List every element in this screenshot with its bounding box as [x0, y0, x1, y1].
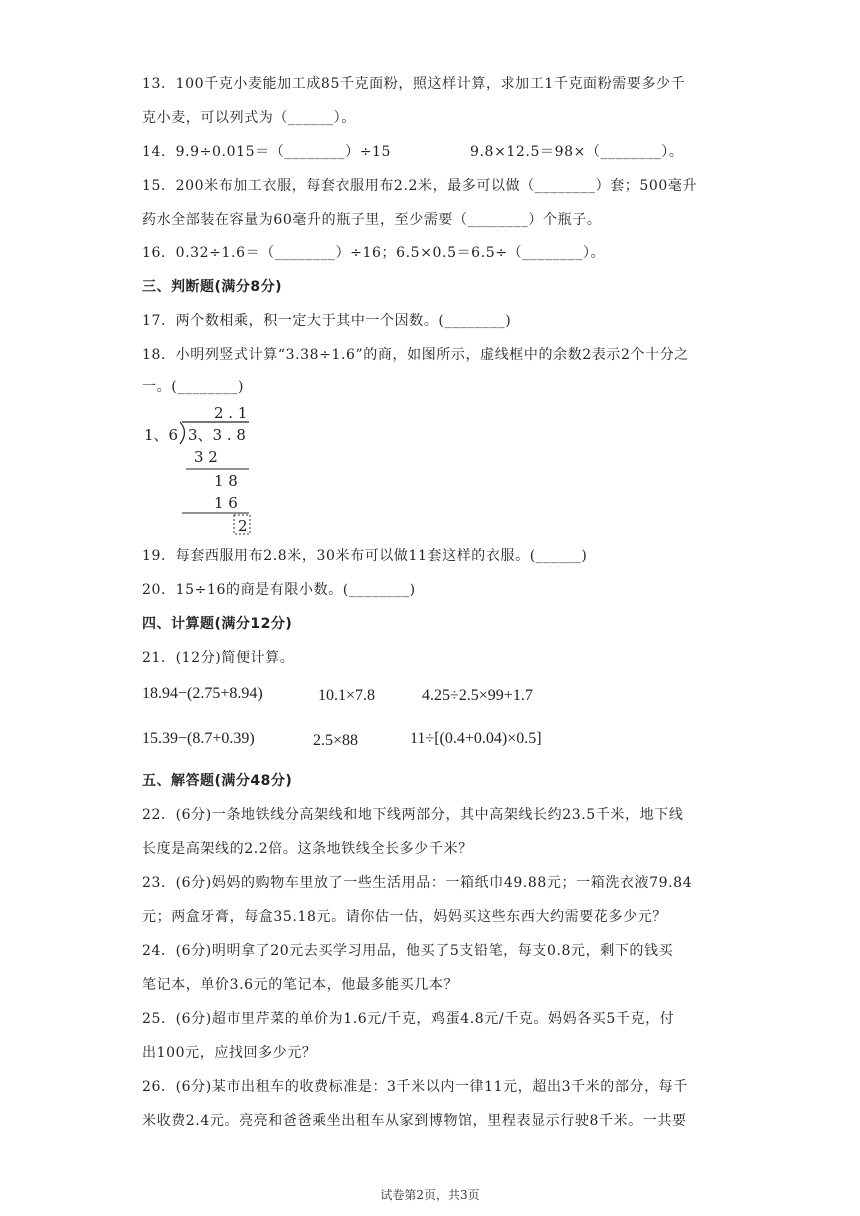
division-remainder: 2	[238, 517, 248, 535]
section-calculation-title: 四、计算题(满分12分)	[142, 616, 293, 632]
q22-line2: 长度是高架线的2.2倍。这条地铁线全长多少千米？	[142, 841, 473, 857]
q13-line2: 克小麦，可以列式为（______）。	[142, 110, 356, 126]
calc-expression-3: 4.25÷2.5×99+1.7	[422, 687, 533, 704]
division-step1: 3 2	[194, 448, 218, 466]
q23-line2: 元；两盒牙膏，每盒35.18元。请你估一估，妈妈买这些东西大约需要花多少元？	[142, 909, 667, 925]
calc-expression-5: 2.5×88	[313, 732, 359, 749]
division-divisor: 1、6	[144, 426, 179, 444]
page-footer: 试卷第2页，共3页	[380, 1188, 480, 1202]
q14-part2: 9.8×12.5＝98×（________）。	[470, 144, 684, 160]
q20-line: 20．15÷16的商是有限小数。(________)	[142, 582, 416, 598]
calc-expression-2: 10.1×7.8	[318, 687, 376, 704]
q16-line: 16．0.32÷1.6＝（________）÷16；6.5×0.5＝6.5÷（________）。	[142, 245, 606, 261]
division-bracket	[180, 422, 185, 444]
q19-line: 19．每套西服用布2.8米，30米布可以做11套这样的衣服。(______)	[142, 548, 588, 564]
q22-line1: 22．(6分)一条地铁线分高架线和地下线两部分，其中高架线长约23.5千米，地下线	[142, 807, 684, 823]
calc-expression-4: 15.39−(8.7+0.39)	[142, 730, 255, 747]
q24-line1: 24．(6分)明明拿了20元去买学习用品，他买了5支铅笔，每支0.8元，剩下的钱买	[142, 943, 674, 959]
q25-line1: 25．(6分)超市里芹菜的单价为1.6元/千克，鸡蛋4.8元/千克。妈妈各买5千克，付	[142, 1011, 675, 1027]
q21-line: 21．(12分)简便计算。	[142, 650, 295, 666]
q24-line2: 笔记本，单价3.6元的笔记本，他最多能买几本？	[142, 977, 459, 993]
q25-line2: 出100元，应找回多少元？	[142, 1045, 317, 1061]
q14-part1: 14．9.9÷0.015＝（________）÷15	[142, 144, 392, 160]
division-quotient: 2 . 1	[214, 404, 248, 422]
q17-line: 17．两个数相乘，积一定大于其中一个因数。(________)	[142, 313, 512, 329]
q26-line2: 米收费2.4元。亮亮和爸爸乘坐出租车从家到博物馆，里程表显示行驶8千米。一共要	[142, 1113, 687, 1129]
q18-line2: 一。(________)	[142, 379, 245, 395]
division-step2: 1 8	[214, 472, 238, 490]
q18-line1: 18．小明列竖式计算“3.38÷1.6”的商，如图所示，虚线框中的余数2表示2个十分之	[142, 347, 689, 363]
calc-expression-1: 18.94−(2.75+8.94)	[142, 685, 263, 702]
q15-line1: 15．200米布加工衣服，每套衣服用布2.2米，最多可以做（________）套；500毫升	[142, 178, 698, 194]
q13-line1: 13．100千克小麦能加工成85千克面粉，照这样计算，求加工1千克面粉需要多少千	[142, 76, 686, 92]
long-division-figure	[142, 402, 257, 538]
division-step3: 1 6	[214, 494, 238, 512]
q15-line2: 药水全部装在容量为60毫升的瓶子里，至少需要（________）个瓶子。	[142, 212, 602, 228]
section-solution-title: 五、解答题(满分48分)	[142, 773, 293, 789]
calc-expression-6: 11÷[(0.4+0.04)×0.5]	[410, 730, 542, 747]
q26-line1: 26．(6分)某市出租车的收费标准是：3千米以内一律11元，超出3千米的部分，每千	[142, 1079, 688, 1095]
division-dividend: 3、3 . 8	[188, 426, 246, 444]
q23-line1: 23．(6分)妈妈的购物车里放了一些生活用品：一箱纸巾49.88元；一箱洗衣液79.84	[142, 875, 693, 891]
section-judgement-title: 三、判断题(满分8分)	[142, 279, 283, 295]
